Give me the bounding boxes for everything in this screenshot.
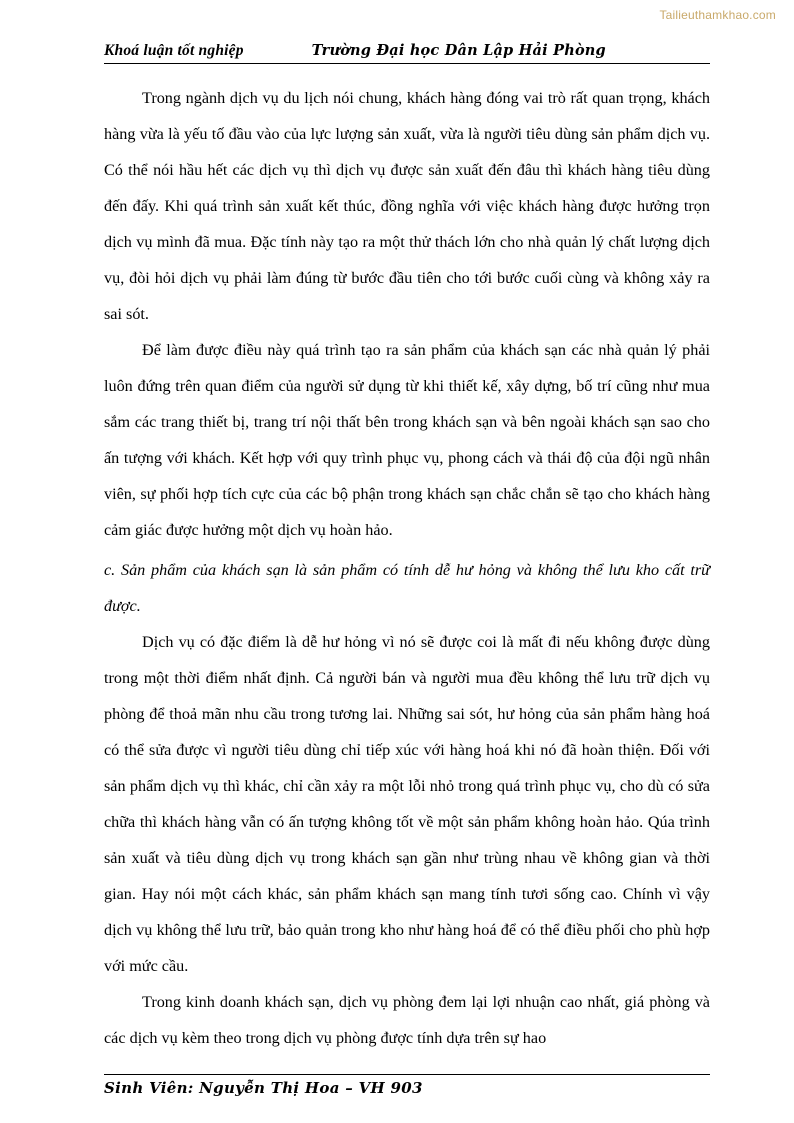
page-footer (104, 1074, 710, 1097)
paragraph: Để làm được điều này quá trình tạo ra sản phẩm của khách sạn các nhà quản lý phải luôn đứng trên quan điểm của người sử dụng từ khi thiết kế, xây dựng, bố trí cũng như mua sắm các trang thiết bị, trang trí nội thất bên trong khách sạn và bên ngoài khách sạn sao cho ấn tượng với khách. Kết hợp với quy trình phục vụ, phong cách và thái độ của đội ngũ nhân viên, sự phối hợp tích cực của các bộ phận trong khách sạn chắc chắn sẽ tạo cho khách hàng cảm giác được hưởng một dịch vụ hoàn hảo. (104, 341, 710, 539)
section-subheading: c. Sản phẩm của khách sạn là sản phẩm có tính dễ hư hỏng và không thể lưu kho cất trữ được. (104, 561, 710, 615)
header-right-title: Trường Đại học Dân Lập Hải Phòng (311, 42, 606, 59)
header-left-title: Khoá luận tốt nghiệp (104, 42, 244, 59)
paragraph: Dịch vụ có đặc điểm là dễ hư hỏng vì nó sẽ được coi là mất đi nếu không được dùng trong một thời điểm nhất định. Cả người bán và người mua đều không thể lưu trữ dịch vụ phòng để thoả mãn nhu cầu trong tương lai. Những sai sót, hư hỏng của sản phẩm hàng hoá có thể sửa được vì người tiêu dùng chỉ tiếp xúc với hàng hoá khi nó đã hoàn thiện. Đối với sản phẩm dịch vụ thì khác, chỉ cần xảy ra một lỗi nhỏ trong quá trình phục vụ, cho dù có sửa chữa thì khách hàng vẫn có ấn tượng không tốt về một sản phẩm không hoàn hảo. Qúa trình sản xuất và tiêu dùng dịch vụ trong khách sạn gần như trùng nhau về không gian và thời gian. Hay nói một cách khác, sản phẩm khách sạn mang tính tươi sống cao. Chính vì vậy dịch vụ không thể lưu trữ, bảo quản trong kho như hàng hoá để có thể điều phối cho phù hợp với mức cầu. (104, 633, 710, 975)
page-content (104, 42, 710, 1091)
footer-divider (104, 1074, 710, 1075)
page-header (104, 42, 710, 64)
paragraph: Trong kinh doanh khách sạn, dịch vụ phòng đem lại lợi nhuận cao nhất, giá phòng và các dịch vụ kèm theo trong dịch vụ phòng được tính dựa trên sự hao (104, 993, 710, 1047)
paragraph: Trong ngành dịch vụ du lịch nói chung, khách hàng đóng vai trò rất quan trọng, khách hàng vừa là yếu tố đầu vào của lực lượng sản xuất, vừa là người tiêu dùng sản phẩm dịch vụ. Có thể nói hầu hết các dịch vụ thì dịch vụ được sản xuất đến đâu thì khách hàng tiêu dùng đến đấy. Khi quá trình sản xuất kết thúc, đồng nghĩa với việc khách hàng được hưởng trọn dịch vụ mình đã mua. Đặc tính này tạo ra một thử thách lớn cho nhà quản lý chất lượng dịch vụ, đòi hỏi dịch vụ phải làm đúng từ bước đầu tiên cho tới bước cuối cùng và không xảy ra sai sót. (104, 89, 710, 323)
footer-student-name: Sinh Viên: Nguyễn Thị Hoa – VH 903 (104, 1079, 423, 1097)
watermark-text: Tailieuthamkhao.com (659, 8, 776, 22)
body-text (104, 80, 710, 1056)
